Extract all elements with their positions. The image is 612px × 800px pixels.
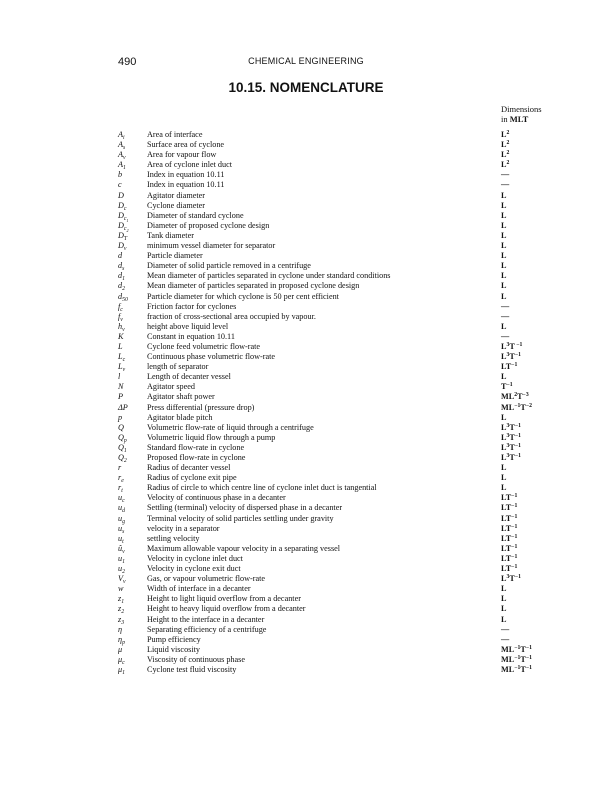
nomenclature-symbol: $z_3$ bbox=[118, 614, 125, 626]
nomenclature-row bbox=[0, 221, 612, 231]
nomenclature-dimensions: $L^3T^{-1}$ bbox=[501, 422, 521, 432]
nomenclature-description: Diameter of proposed cyclone design bbox=[147, 220, 270, 230]
nomenclature-symbol: D bbox=[118, 190, 124, 200]
nomenclature-symbol: N bbox=[118, 382, 124, 392]
nomenclature-row bbox=[0, 604, 612, 614]
nomenclature-row bbox=[0, 564, 612, 574]
nomenclature-dimensions: — bbox=[501, 180, 510, 190]
nomenclature-dimensions: L bbox=[501, 251, 507, 261]
nomenclature-row bbox=[0, 231, 612, 241]
nomenclature-symbol: Q bbox=[118, 422, 124, 432]
nomenclature-symbol: η bbox=[118, 624, 123, 634]
nomenclature-symbol: ΔP bbox=[118, 402, 128, 412]
nomenclature-symbol: $f_c$ bbox=[118, 301, 123, 313]
nomenclature-dimensions: L bbox=[501, 584, 507, 594]
nomenclature-description: Height to the interface in a decanter bbox=[147, 614, 265, 624]
nomenclature-description: Pump efficiency bbox=[147, 634, 201, 644]
nomenclature-dimensions: L bbox=[501, 200, 507, 210]
nomenclature-symbol: l bbox=[118, 372, 121, 382]
nomenclature-dimensions: $ML^{-1}T^{-2}$ bbox=[501, 402, 532, 412]
nomenclature-row bbox=[0, 625, 612, 635]
nomenclature-dimensions: $L^3T^{-1}$ bbox=[501, 352, 521, 362]
nomenclature-dimensions: L bbox=[501, 594, 507, 604]
nomenclature-symbol: $D_c$ bbox=[118, 200, 127, 212]
nomenclature-row bbox=[0, 413, 612, 423]
nomenclature-dimensions: $L^2$ bbox=[501, 160, 510, 170]
nomenclature-dimensions: $L^3T$ $^{-1}$ bbox=[501, 341, 523, 351]
nomenclature-row bbox=[0, 645, 612, 655]
nomenclature-description: Height to light liquid overflow from a decanter bbox=[147, 594, 301, 604]
nomenclature-symbol: $u_s$ bbox=[118, 523, 125, 535]
nomenclature-symbol: c bbox=[118, 180, 122, 190]
nomenclature-row bbox=[0, 534, 612, 544]
nomenclature-symbol: $L_v$ bbox=[118, 362, 126, 374]
nomenclature-row bbox=[0, 292, 612, 302]
nomenclature-description: length of separator bbox=[147, 362, 209, 372]
nomenclature-row bbox=[0, 160, 612, 170]
nomenclature-dimensions: $LT^{-1}$ bbox=[501, 513, 518, 523]
running-title: CHEMICAL ENGINEERING bbox=[248, 56, 364, 66]
nomenclature-row bbox=[0, 453, 612, 463]
nomenclature-dimensions: — bbox=[501, 311, 510, 321]
nomenclature-symbol: $\eta_p$ bbox=[118, 634, 125, 646]
nomenclature-symbol: $u_1$ bbox=[118, 553, 125, 565]
nomenclature-description: Diameter of solid particle removed in a centrifuge bbox=[147, 261, 311, 271]
nomenclature-row bbox=[0, 332, 612, 342]
nomenclature-description: Agitator shaft power bbox=[147, 392, 215, 402]
nomenclature-description: Area of cyclone inlet duct bbox=[147, 160, 233, 170]
nomenclature-dimensions: — bbox=[501, 331, 510, 341]
nomenclature-description: Terminal velocity of solid particles settling under gravity bbox=[147, 513, 334, 523]
nomenclature-description: Viscosity of continuous phase bbox=[147, 654, 245, 664]
nomenclature-dimensions: $ML^{-1}T^{-1}$ bbox=[501, 664, 532, 674]
nomenclature-row bbox=[0, 483, 612, 493]
nomenclature-dimensions: L bbox=[501, 412, 507, 422]
nomenclature-dimensions: $L^2$ bbox=[501, 140, 510, 150]
nomenclature-description: Settling (terminal) velocity of dispersed phase in a decanter bbox=[147, 503, 343, 513]
nomenclature-dimensions: $ML^{-1}T^{-1}$ bbox=[501, 644, 532, 654]
nomenclature-symbol: $u_c$ bbox=[118, 493, 125, 505]
nomenclature-row bbox=[0, 180, 612, 190]
nomenclature-row bbox=[0, 463, 612, 473]
dimensions-header-line1: Dimensions bbox=[501, 104, 542, 114]
nomenclature-dimensions: $ML^{-1}T^{-1}$ bbox=[501, 654, 532, 664]
nomenclature-description: Radius of circle to which centre line of cyclone inlet duct is tangential bbox=[147, 483, 377, 493]
nomenclature-dimensions: $L^3T^{-1}$ bbox=[501, 453, 521, 462]
nomenclature-dimensions: $L^3T^{-1}$ bbox=[501, 432, 521, 442]
nomenclature-row bbox=[0, 372, 612, 382]
nomenclature-description: Area for vapour flow bbox=[147, 150, 217, 160]
nomenclature-description: minimum vessel diameter for separator bbox=[147, 241, 276, 251]
nomenclature-symbol: μ bbox=[118, 644, 123, 654]
nomenclature-description: Standard flow-rate in cyclone bbox=[147, 442, 245, 452]
nomenclature-symbol: $D_T$ bbox=[118, 230, 128, 242]
nomenclature-symbol: $d_s$ bbox=[118, 261, 125, 273]
nomenclature-description: Diameter of standard cyclone bbox=[147, 210, 244, 220]
nomenclature-description: Cyclone test fluid viscosity bbox=[147, 664, 237, 674]
nomenclature-dimensions: $LT^{-1}$ bbox=[501, 564, 518, 574]
nomenclature-symbol: L bbox=[118, 341, 123, 351]
nomenclature-symbol: $\mu_1$ bbox=[118, 664, 125, 676]
nomenclature-symbol: r bbox=[118, 463, 122, 473]
nomenclature-description: Press differential (pressure drop) bbox=[147, 402, 255, 412]
nomenclature-row bbox=[0, 281, 612, 291]
nomenclature-symbol: $Q_2$ bbox=[118, 453, 127, 464]
nomenclature-description: Liquid viscosity bbox=[147, 644, 200, 654]
nomenclature-dimensions: L bbox=[501, 291, 507, 301]
nomenclature-dimensions: $LT^{-1}$ bbox=[501, 362, 518, 372]
nomenclature-dimensions: $L^2$ bbox=[501, 150, 510, 160]
nomenclature-symbol: $A_v$ bbox=[118, 150, 126, 162]
nomenclature-row bbox=[0, 423, 612, 433]
nomenclature-row bbox=[0, 261, 612, 271]
dimensions-column-header bbox=[501, 104, 542, 124]
nomenclature-dimensions: $L^3T^{-1}$ bbox=[501, 442, 521, 452]
nomenclature-description: Friction factor for cyclones bbox=[147, 301, 237, 311]
nomenclature-description: Gas, or vapour volumetric flow-rate bbox=[147, 574, 265, 584]
nomenclature-row bbox=[0, 352, 612, 362]
nomenclature-symbol: $û_v$ bbox=[118, 543, 125, 555]
nomenclature-dimensions: L bbox=[501, 372, 507, 382]
nomenclature-symbol: K bbox=[118, 331, 124, 341]
nomenclature-symbol: $A_s$ bbox=[118, 140, 126, 152]
nomenclature-row bbox=[0, 503, 612, 513]
nomenclature-dimensions: $LT^{-1}$ bbox=[501, 543, 518, 553]
nomenclature-row bbox=[0, 251, 612, 261]
nomenclature-row bbox=[0, 150, 612, 160]
nomenclature-symbol: $h_v$ bbox=[118, 321, 125, 333]
nomenclature-row bbox=[0, 584, 612, 594]
nomenclature-description: Cyclone diameter bbox=[147, 200, 205, 210]
nomenclature-symbol: b bbox=[118, 170, 123, 180]
nomenclature-symbol: $u_d$ bbox=[118, 503, 125, 515]
nomenclature-description: Velocity in cyclone exit duct bbox=[147, 564, 241, 574]
nomenclature-description: Continuous phase volumetric flow-rate bbox=[147, 352, 276, 362]
nomenclature-dimensions: L bbox=[501, 271, 507, 281]
nomenclature-row bbox=[0, 302, 612, 312]
nomenclature-symbol: $z_2$ bbox=[118, 604, 125, 616]
nomenclature-row bbox=[0, 615, 612, 625]
nomenclature-row bbox=[0, 201, 612, 211]
nomenclature-description: Velocity in cyclone inlet duct bbox=[147, 553, 243, 563]
nomenclature-description: Mean diameter of particles separated in cyclone under standard conditions bbox=[147, 271, 391, 281]
nomenclature-description: Surface area of cyclone bbox=[147, 140, 225, 150]
nomenclature-dimensions: — bbox=[501, 634, 510, 644]
nomenclature-description: Volumetric flow-rate of liquid through a centrifuge bbox=[147, 422, 314, 432]
nomenclature-description: velocity in a separator bbox=[147, 523, 220, 533]
nomenclature-dimensions: L bbox=[501, 614, 507, 624]
nomenclature-dimensions: — bbox=[501, 624, 510, 634]
nomenclature-dimensions: $LT^{-1}$ bbox=[501, 523, 518, 533]
nomenclature-symbol: $d_1$ bbox=[118, 271, 125, 283]
nomenclature-dimensions: $L^2$ bbox=[501, 130, 510, 139]
nomenclature-description: Height to heavy liquid overflow from a decanter bbox=[147, 604, 306, 614]
nomenclature-row bbox=[0, 655, 612, 665]
nomenclature-description: Particle diameter bbox=[147, 251, 203, 261]
nomenclature-dimensions: L bbox=[501, 220, 507, 230]
nomenclature-symbol: $u_2$ bbox=[118, 564, 125, 576]
nomenclature-row bbox=[0, 170, 612, 180]
nomenclature-row bbox=[0, 130, 612, 140]
nomenclature-row bbox=[0, 312, 612, 322]
nomenclature-dimensions: $LT^{-1}$ bbox=[501, 503, 518, 513]
nomenclature-description: Length of decanter vessel bbox=[147, 372, 231, 382]
nomenclature-description: Tank diameter bbox=[147, 230, 194, 240]
nomenclature-row bbox=[0, 362, 612, 372]
nomenclature-symbol: $r_t$ bbox=[118, 483, 123, 495]
nomenclature-description: Radius of cyclone exit pipe bbox=[147, 473, 237, 483]
nomenclature-row bbox=[0, 554, 612, 564]
nomenclature-dimensions: L bbox=[501, 281, 507, 291]
nomenclature-dimensions: $LT^{-1}$ bbox=[501, 553, 518, 563]
nomenclature-row bbox=[0, 514, 612, 524]
nomenclature-symbol: w bbox=[118, 584, 124, 594]
nomenclature-symbol: $D_v$ bbox=[118, 241, 127, 253]
nomenclature-dimensions: L bbox=[501, 190, 507, 200]
nomenclature-description: Maximum allowable vapour velocity in a separating vessel bbox=[147, 543, 341, 553]
nomenclature-dimensions: L bbox=[501, 261, 507, 271]
nomenclature-row bbox=[0, 635, 612, 645]
nomenclature-symbol: $u_g$ bbox=[118, 513, 125, 525]
nomenclature-symbol: $f_v$ bbox=[118, 311, 123, 323]
nomenclature-row bbox=[0, 322, 612, 332]
nomenclature-dimensions: L bbox=[501, 473, 507, 483]
nomenclature-symbol: $V_v$ bbox=[118, 574, 126, 586]
nomenclature-dimensions: L bbox=[501, 463, 507, 473]
nomenclature-description: Agitator blade pitch bbox=[147, 412, 213, 422]
nomenclature-symbol: P bbox=[118, 392, 124, 402]
nomenclature-description: Constant in equation 10.11 bbox=[147, 331, 235, 341]
nomenclature-symbol: p bbox=[118, 412, 123, 422]
dimensions-header-units: MLT bbox=[509, 114, 529, 124]
nomenclature-description: Velocity of continuous phase in a decanter bbox=[147, 493, 286, 503]
nomenclature-dimensions: L bbox=[501, 483, 507, 493]
nomenclature-symbol: $D_{c_1}$ bbox=[118, 210, 129, 223]
nomenclature-row bbox=[0, 594, 612, 604]
nomenclature-description: Width of interface in a decanter bbox=[147, 584, 251, 594]
nomenclature-row bbox=[0, 574, 612, 584]
dimensions-header-prefix: in bbox=[501, 114, 510, 124]
nomenclature-row bbox=[0, 140, 612, 150]
nomenclature-row bbox=[0, 544, 612, 554]
nomenclature-description: Cyclone feed volumetric flow-rate bbox=[147, 341, 260, 351]
nomenclature-symbol: $A_i$ bbox=[118, 130, 125, 141]
nomenclature-symbol: $d_{50}$ bbox=[118, 291, 128, 303]
nomenclature-description: Separating efficiency of a centrifuge bbox=[147, 624, 267, 634]
nomenclature-dimensions: $L^3T^{-1}$ bbox=[501, 574, 521, 584]
nomenclature-row bbox=[0, 524, 612, 534]
nomenclature-description: Radius of decanter vessel bbox=[147, 463, 231, 473]
dimensions-header-line2 bbox=[501, 114, 542, 124]
nomenclature-row bbox=[0, 433, 612, 443]
nomenclature-row bbox=[0, 241, 612, 251]
nomenclature-symbol: d bbox=[118, 251, 123, 261]
nomenclature-row bbox=[0, 443, 612, 453]
nomenclature-dimensions: $ML^2T^{-3}$ bbox=[501, 392, 529, 402]
nomenclature-symbol: $z_1$ bbox=[118, 594, 125, 606]
nomenclature-description: settling velocity bbox=[147, 533, 200, 543]
nomenclature-row bbox=[0, 403, 612, 413]
nomenclature-row bbox=[0, 493, 612, 503]
nomenclature-symbol: $A_1$ bbox=[118, 160, 126, 172]
nomenclature-description: Volumetric liquid flow through a pump bbox=[147, 432, 276, 442]
nomenclature-dimensions: $T^{-1}$ bbox=[501, 382, 513, 392]
nomenclature-dimensions: — bbox=[501, 170, 510, 180]
nomenclature-dimensions: L bbox=[501, 241, 507, 251]
nomenclature-symbol: $Q_1$ bbox=[118, 442, 127, 454]
nomenclature-row bbox=[0, 473, 612, 483]
nomenclature-dimensions: $LT^{-1}$ bbox=[501, 493, 518, 503]
nomenclature-row bbox=[0, 392, 612, 402]
nomenclature-description: height above liquid level bbox=[147, 321, 229, 331]
nomenclature-description: Proposed flow-rate in cyclone bbox=[147, 453, 246, 462]
nomenclature-dimensions: L bbox=[501, 210, 507, 220]
page-number: 490 bbox=[118, 56, 137, 68]
nomenclature-description: Agitator speed bbox=[147, 382, 195, 392]
section-title: 10.15. NOMENCLATURE bbox=[228, 80, 384, 95]
nomenclature-dimensions: L bbox=[501, 321, 507, 331]
nomenclature-row bbox=[0, 342, 612, 352]
nomenclature-row bbox=[0, 271, 612, 281]
nomenclature-dimensions: $LT^{-1}$ bbox=[501, 533, 518, 543]
nomenclature-dimensions: — bbox=[501, 301, 510, 311]
nomenclature-description: fraction of cross-sectional area occupied by vapour. bbox=[147, 311, 316, 321]
nomenclature-symbol: $\mu_c$ bbox=[118, 654, 125, 666]
nomenclature-description: Particle diameter for which cyclone is 50 per cent efficient bbox=[147, 291, 339, 301]
nomenclature-row bbox=[0, 665, 612, 675]
nomenclature-symbol: $u_t$ bbox=[118, 533, 124, 545]
nomenclature-symbol: $r_e$ bbox=[118, 473, 124, 485]
nomenclature-dimensions: L bbox=[501, 604, 507, 614]
nomenclature-description: Area of interface bbox=[147, 130, 203, 139]
nomenclature-symbol: $d_2$ bbox=[118, 281, 125, 293]
nomenclature-row bbox=[0, 382, 612, 392]
nomenclature-symbol: $D_{c_2}$ bbox=[118, 220, 129, 233]
nomenclature-description: Index in equation 10.11 bbox=[147, 170, 225, 180]
nomenclature-dimensions: L bbox=[501, 230, 507, 240]
nomenclature-description: Index in equation 10.11 bbox=[147, 180, 225, 190]
nomenclature-list bbox=[0, 130, 612, 675]
nomenclature-symbol: $L_c$ bbox=[118, 352, 126, 364]
nomenclature-description: Mean diameter of particles separated in proposed cyclone design bbox=[147, 281, 360, 291]
nomenclature-symbol: $Q_p$ bbox=[118, 432, 127, 444]
nomenclature-row bbox=[0, 211, 612, 221]
nomenclature-description: Agitator diameter bbox=[147, 190, 205, 200]
nomenclature-row bbox=[0, 191, 612, 201]
